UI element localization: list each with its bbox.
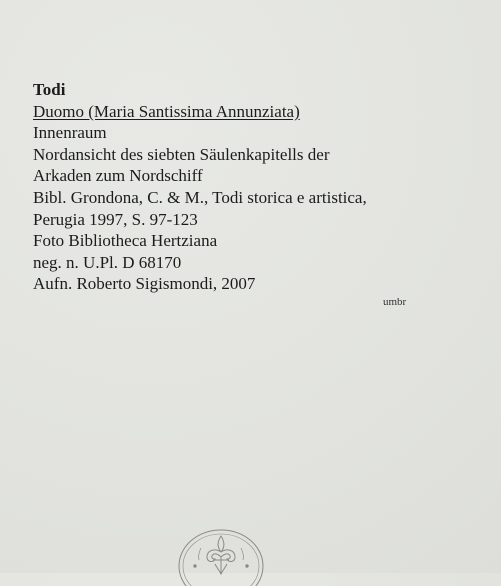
negative-number: neg. n. U.Pl. D 68170 <box>33 252 182 272</box>
bibliography-2: Perugia 1997, S. 97-123 <box>33 209 198 229</box>
location-detail: Innenraum <box>33 123 107 143</box>
building-name: Duomo (Maria Santissima Annunziata) <box>33 101 300 121</box>
city-heading: Todi <box>33 80 66 99</box>
subject-description-2: Arkaden zum Nordschiff <box>33 166 203 186</box>
photographer-credit: Aufn. Roberto Sigismondi, 2007 <box>33 274 256 294</box>
bibliography-1: Bibl. Grondona, C. & M., Todi storica e artistica, <box>33 187 367 207</box>
photo-source: Foto Bibliotheca Hertziana <box>33 231 218 251</box>
subject-description-1: Nordansicht des siebten Säulenkapitells der <box>33 144 330 164</box>
region-code: umbr <box>383 296 407 308</box>
card-text-block <box>33 79 367 295</box>
fleur-de-lis-stamp-icon <box>175 526 267 586</box>
